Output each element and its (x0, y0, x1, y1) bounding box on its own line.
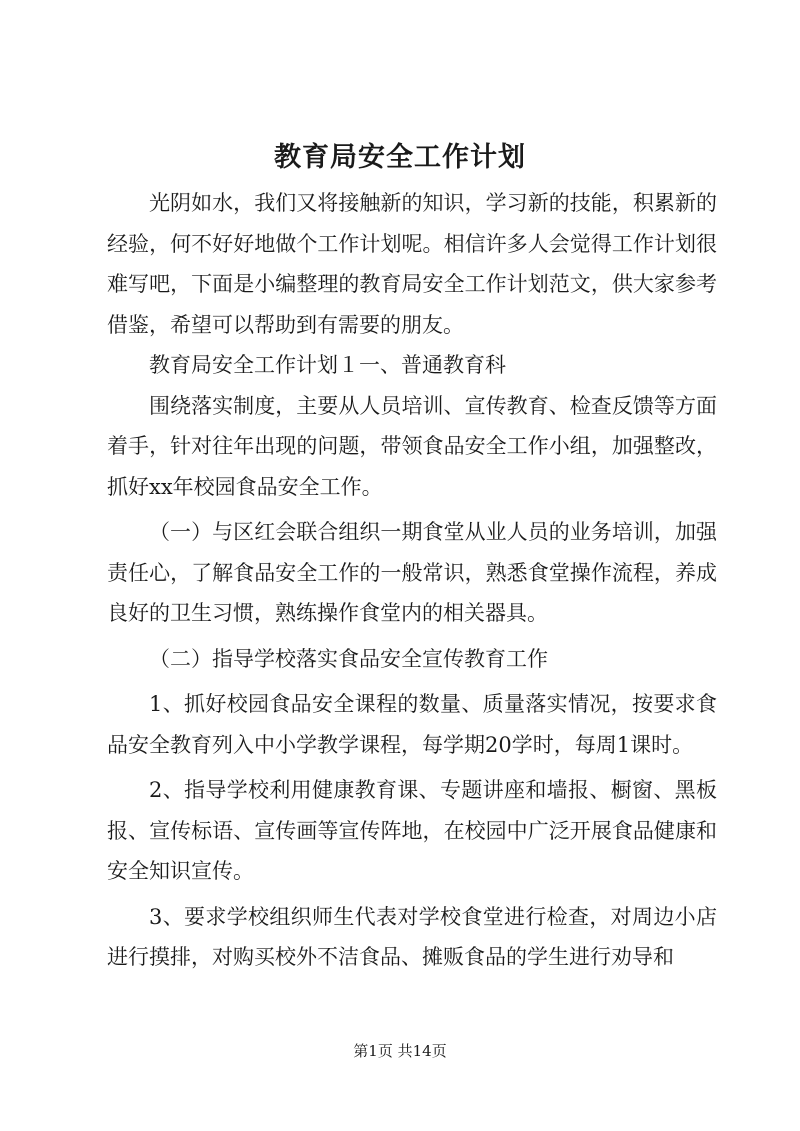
paragraph-intro: 光阴如水，我们又将接触新的知识，学习新的技能，积累新的经验，何不好好地做个工作计划呢。相信许多人会觉得工作计划很难写吧，下面是小编整理的教育局安全工作计划范文，供大家参考借鉴，希望可以帮助到有需要的朋友。 (107, 191, 717, 337)
paragraph-item-two-heading: （二）指导学校落实食品安全宣传教育工作 (149, 646, 548, 671)
paragraph-point-2: 2、指导学校利用健康教育课、专题讲座和墙报、橱窗、黑板报、宣传标语、宣传画等宣传阵地，在校园中广泛开展食品健康和安全知识宣传。 (107, 778, 717, 883)
paragraph-item-one: （一）与区红会联合组织一期食堂从业人员的业务培训，加强责任心，了解食品安全工作的一般常识，熟悉食堂操作流程，养成良好的卫生习惯，熟练操作食堂内的相关器具。 (107, 520, 717, 625)
page-number-footer: 第1页 共14页 (353, 1042, 447, 1060)
document-body (107, 183, 717, 978)
paragraph-point-3: 3、要求学校组织师生代表对学校食堂进行检查，对周边小店进行摸排，对购买校外不洁食品、摊贩食品的学生进行劝导和 (107, 904, 717, 969)
document-title: 教育局安全工作计划 (274, 142, 526, 173)
paragraph-section-heading: 教育局安全工作计划１一、普通教育科 (149, 353, 506, 377)
paragraph-overview: 围绕落实制度，主要从人员培训、宣传教育、检查反馈等方面着手，针对往年出现的问题，带领食品安全工作小组，加强整改，抓好xx年校园食品安全工作。 (107, 393, 717, 499)
paragraph-point-1: 1、抓好校园食品安全课程的数量、质量落实情况，按要求食品安全教育列入中小学教学课程，每学期20学时，每周1课时。 (107, 692, 717, 757)
